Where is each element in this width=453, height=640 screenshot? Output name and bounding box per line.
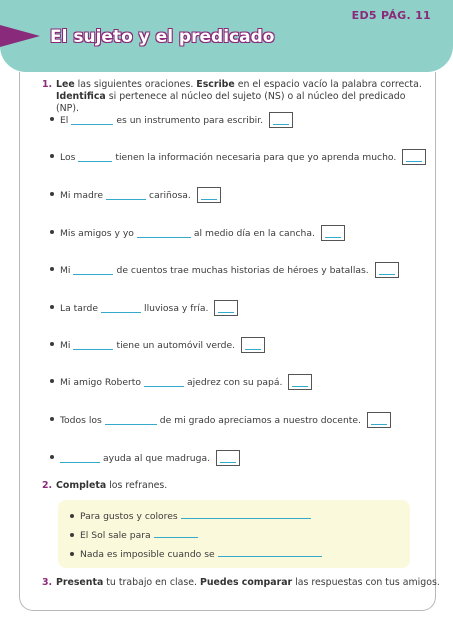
answer-blank[interactable] [154,528,198,538]
exercise-2-instructions: 2. Completa los refranes. [42,480,168,491]
answer-blank[interactable] [105,415,157,425]
ns-np-box[interactable] [367,412,391,428]
proverbs-box [58,500,410,568]
ns-np-box[interactable] [269,112,293,128]
page-title: El sujeto y el predicado [50,27,275,47]
list-item: Mi tiene un automóvil verde. [60,335,265,355]
list-item: El Sol sale para [80,528,201,541]
answer-blank[interactable] [218,547,322,557]
list-item: Mi madre cariñosa. [60,185,221,205]
ns-np-box[interactable] [197,187,221,203]
list-item: Mi de cuentos trae muchas historias de héroes y batallas. [60,260,399,280]
list-item: Mis amigos y yo al medio día en la cancha. [60,223,345,243]
answer-blank[interactable] [181,509,311,519]
ns-np-box[interactable] [216,450,240,466]
answer-blank[interactable] [60,453,100,463]
answer-blank[interactable] [137,228,191,238]
list-item: El es un instrumento para escribir. [60,110,293,130]
answer-blank[interactable] [78,152,112,162]
ns-np-box[interactable] [321,225,345,241]
list-item: Los tienen la información necesaria para que yo aprenda mucho. [60,147,426,167]
list-item: ayuda al que madruga. [60,448,240,468]
answer-blank[interactable] [73,265,113,275]
page-header [0,0,453,72]
answer-blank[interactable] [106,190,146,200]
ns-np-box[interactable] [214,300,238,316]
ns-np-box[interactable] [402,149,426,165]
answer-blank[interactable] [71,115,113,125]
answer-blank[interactable] [101,303,141,313]
ns-np-box[interactable] [375,262,399,278]
list-item: Para gustos y colores [80,509,314,522]
list-item: Nada es imposible cuando se [80,547,325,560]
exercise-1-instructions: 1. Lee las siguientes oraciones. Escribe en el espacio vacío la palabra correcta. Identifica si pertenece al núcleo del sujeto (NS) o al núcleo del predicado (NP). [42,79,422,114]
answer-blank[interactable] [144,377,184,387]
ns-np-box[interactable] [241,337,265,353]
page-reference: ED5 PÁG. 11 [351,9,431,22]
list-item: Mi amigo Roberto ajedrez con su papá. [60,372,312,392]
answer-blank[interactable] [73,340,113,350]
list-item: La tarde lluviosa y fría. [60,298,238,318]
exercise-3-instructions: 3. Presenta tu trabajo en clase. Puedes comparar las respuestas con tus amigos. [42,577,440,588]
list-item: Todos los de mi grado apreciamos a nuestro docente. [60,410,391,430]
ns-np-box[interactable] [288,374,312,390]
title-marker [0,25,40,47]
